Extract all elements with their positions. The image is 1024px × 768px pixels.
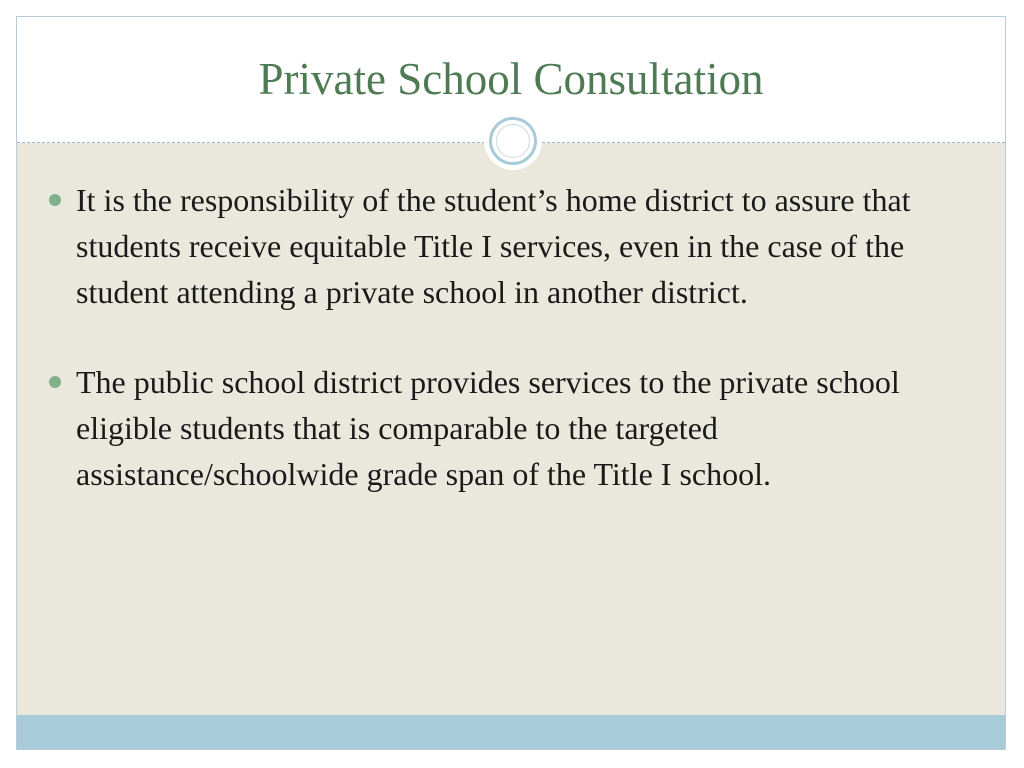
bullet-dot-icon bbox=[49, 376, 61, 388]
bullet-list bbox=[45, 177, 985, 541]
bullet-item bbox=[45, 177, 985, 315]
bullet-dot-icon bbox=[49, 194, 61, 206]
circle-ring-icon bbox=[484, 112, 542, 170]
bullet-text: The public school district provides services to the private school eligible students that is comparable to the targeted assistance/schoolwide grade span of the Title I school. bbox=[76, 364, 900, 492]
bullet-text: It is the responsibility of the student’s home district to assure that students receive equitable Title I services, even in the case of the student attending a private school in another district. bbox=[76, 182, 911, 310]
bullet-item bbox=[45, 359, 985, 497]
footer-band bbox=[17, 715, 1005, 750]
slide bbox=[16, 16, 1006, 750]
slide-title: Private School Consultation bbox=[258, 54, 764, 104]
